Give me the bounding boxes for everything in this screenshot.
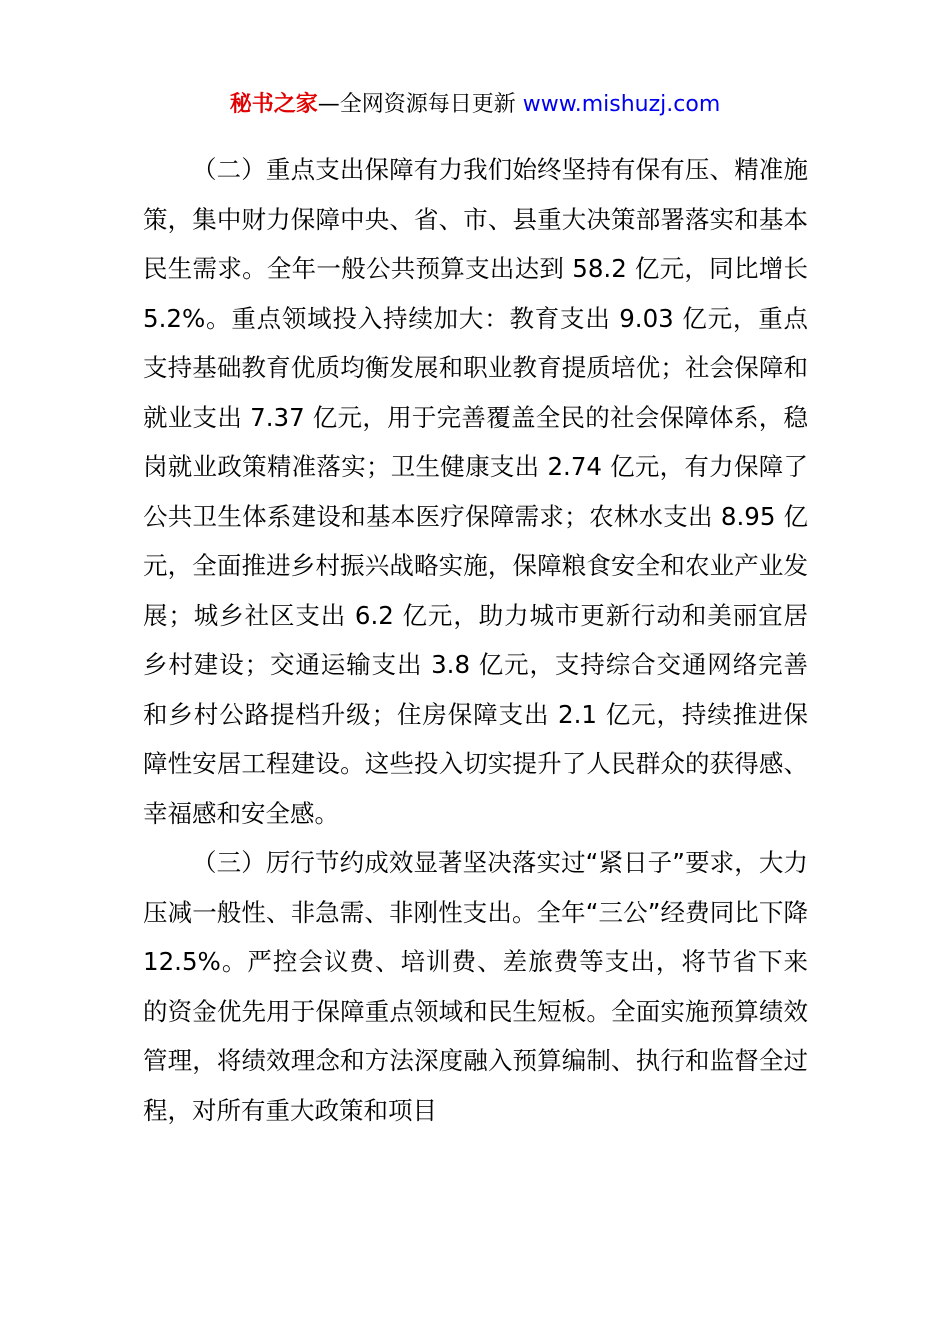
site-tagline: —全网资源每日更新 [317,92,523,117]
site-url-link[interactable]: www.mishuzj.com [522,92,721,117]
document-body [143,145,808,1135]
paragraph-key-expenditure: （二）重点支出保障有力我们始终坚持有保有压、精准施策，集中财力保障中央、省、市、县重大决策部署落实和基本民生需求。全年一般公共预算支出达到 58.2 亿元，同比增长 5.2%。重点领域投入持续加大：教育支出 9.03 亿元，重点支持基础教育优质均衡发展和职业教育提质培优；社会保障和就业支出 7.37 亿元，用于完善覆盖全民的社会保障体系，稳岗就业政策精准落实；卫生健康支出 2.74 亿元，有力保障了公共卫生体系建设和基本医疗保障需求；农林水支出 8.95 亿元，全面推进乡村振兴战略实施，保障粮食安全和农业产业发展；城乡社区支出 6.2 亿元，助力城市更新行动和美丽宜居乡村建设；交通运输支出 3.8 亿元，支持综合交通网络完善和乡村公路提档升级；住房保障支出 2.1 亿元，持续推进保障性安居工程建设。这些投入切实提升了人民群众的获得感、幸福感和安全感。 [143,155,808,828]
paragraph-frugality: （三）厉行节约成效显著坚决落实过“紧日子”要求，大力压减一般性、非急需、非刚性支出。全年“三公”经费同比下降 12.5%。严控会议费、培训费、差旅费等支出，将节省下来的资金优先用于保障重点领域和民生短板。全面实施预算绩效管理，将绩效理念和方法深度融入预算编制、执行和监督全过程，对所有重大政策和项目 [143,848,808,1125]
site-brand: 秘书之家 [229,92,318,117]
site-header [0,89,950,121]
